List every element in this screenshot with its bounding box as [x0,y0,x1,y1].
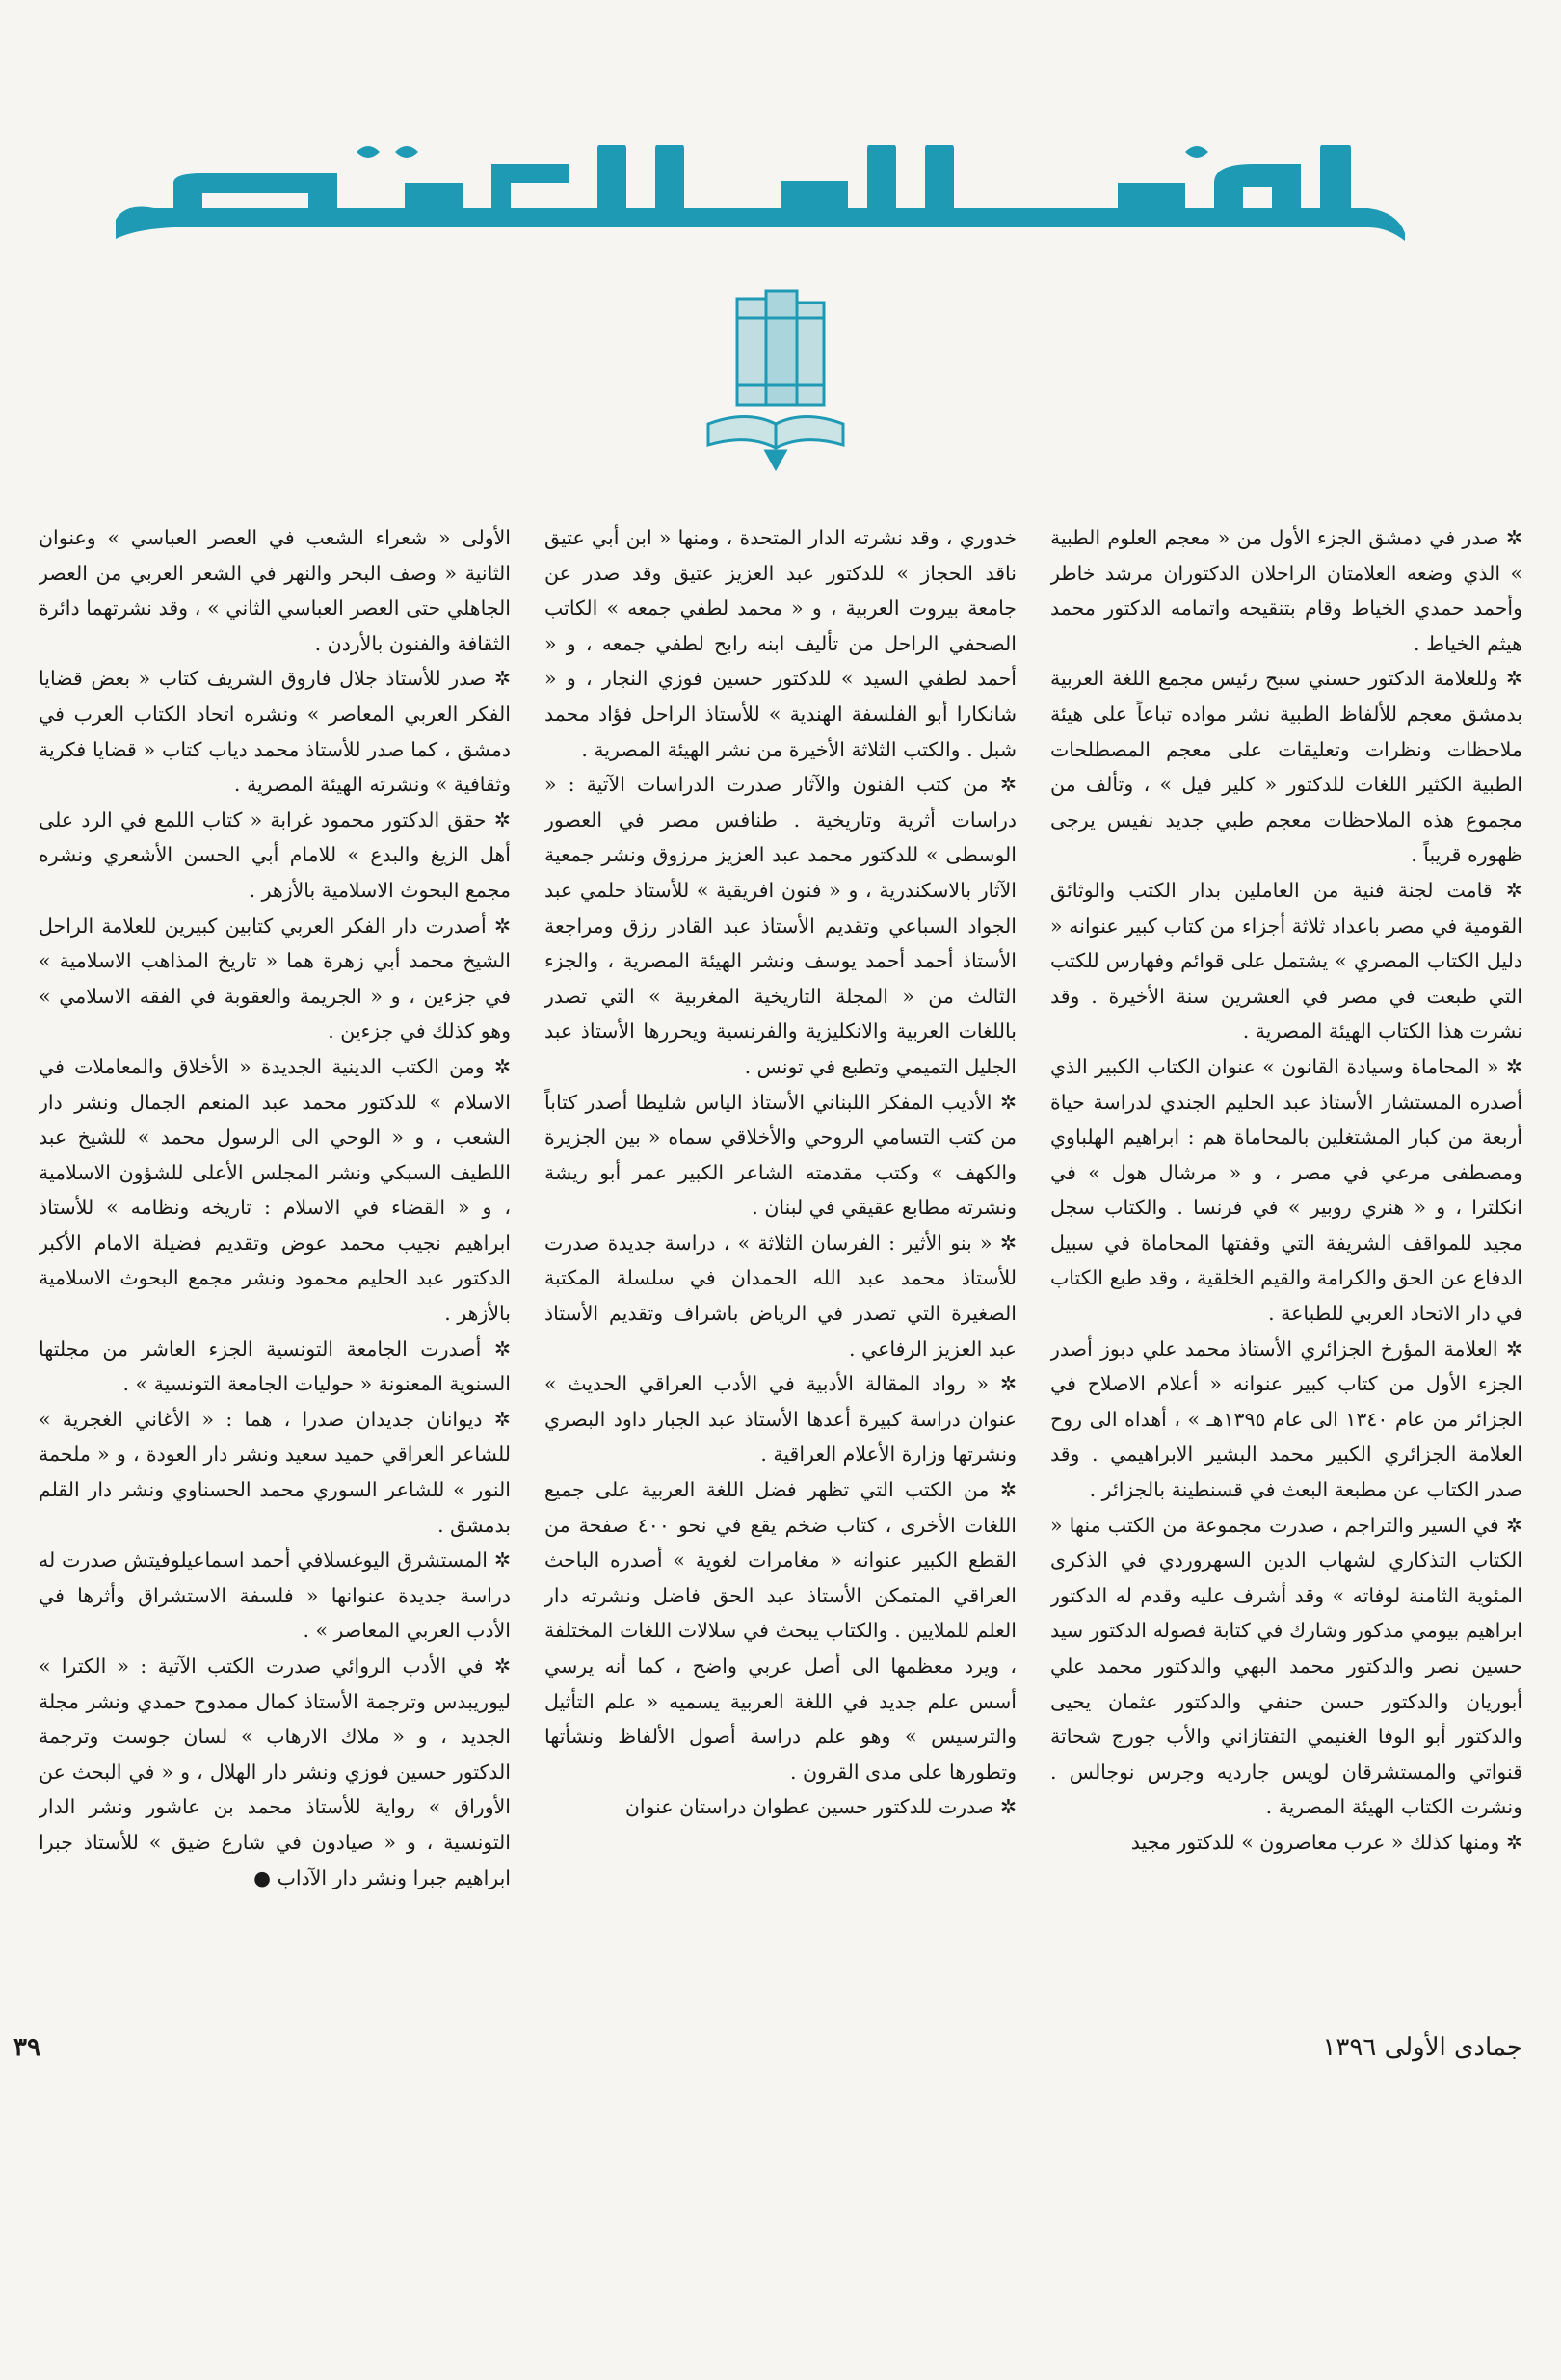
column-middle [544,520,1017,1889]
news-item: ✲ وللعلامة الدكتور حسني سبح رئيس مجمع اللغة العربية بدمشق معجم للألفاظ الطبية نشر مواده تباعاً على هيئة ملاحظات ونظرات وتعليقات على معجم المصطلحات الطبية الكثير اللغات للدكتور « كلير فيل » ، وتألف من مجموع هذه الملاحظات معجم طبي جديد نفيس يرجى ظهوره قريباً . [1050,667,1522,867]
news-item: خدوري ، وقد نشرته الدار المتحدة ، ومنها « ابن أبي عتيق ناقد الحجاز » للدكتور عبد العزيز عتيق وقد صدر عن جامعة بيروت العربية ، و « محمد لطفي جمعه » الكاتب الصحفي الراحل من تأليف ابنه رابح لطفي جمعه ، و « أحمد لطفي السيد » للدكتور حسين فوزي النجار ، و « شانكارا أبو الفلسفة الهندية » للأستاذ الراحل فؤاد محمد شبل . والكتب الثلاثة الأخيرة من نشر الهيئة المصرية . [544,526,1017,761]
news-item: ✲ الأديب المفكر اللبناني الأستاذ الياس شليطا أصدر كتاباً من كتب التسامي الروحي والأخلاقي سماه « بين الجزيرة والكهف » وكتب مقدمته الشاعر الكبير عمر أبو ريشة ونشرته مطابع عقيقي في لبنان . [544,1090,1017,1220]
news-item: ✲ ديوانان جديدان صدرا ، هما : « الأغاني الغجرية » للشاعر العراقي حميد سعيد ونشر دار العودة ، و « ملحمة النور » للشاعر السوري محمد الحسناوي ونشر دار القلم بدمشق . [39,1407,511,1537]
masthead-calligraphy [116,145,1407,241]
news-item: ✲ في السير والتراجم ، صدرت مجموعة من الكتب منها « الكتاب التذكاري لشهاب الدين السهروردي في الذكرى المئوية الثامنة لوفاته » وقد أشرف عليه وقدم له الدكتور ابراهيم بيومي مدكور وشارك في كتابة فصوله الدكتور سيد حسين نصر والدكتور محمد البهي والدكتور محمد علي أبوريان والدكتور حسن حنفي والدكتور عثمان يحيى والدكتور أبو الوفا الغنيمي التفتازاني والأب جورج شحاتة قنواتي والمستشرقان لويس جارديه وجرس نوجالس . ونشرت الكتاب الهيئة المصرية . [1050,1513,1522,1819]
news-item: ✲ المستشرق اليوغسلافي أحمد اسماعيلوفيتش صدرت له دراسة جديدة عنوانها « فلسفة الاستشراق وأثرها في الأدب العربي المعاصر » . [39,1548,511,1643]
news-item: ✲ « المحاماة وسيادة القانون » عنوان الكتاب الكبير الذي أصدره المستشار الأستاذ عبد الحليم الجندي لدراسة حياة أربعة من كبار المشتغلين بالمحاماة هم : ابراهيم الهلباوي ومصطفى مرعي في مصر ، و « مرشال هول » في انكلترا ، و « هنري روبير » في فرنسا . والكتاب سجل مجيد للمواقف الشريفة التي وقفتها المحاماة في سبيل الدفاع عن الحق والكرامة والقيم الخلقية ، وقد طبع الكتاب في دار الاتحاد العربي للطباعة . [1050,1054,1522,1326]
news-item: ✲ أصدرت الجامعة التونسية الجزء العاشر من مجلتها السنوية المعنونة « حوليات الجامعة التونسية » . [39,1336,511,1396]
news-item: ✲ « رواد المقالة الأدبية في الأدب العراقي الحديث » عنوان دراسة كبيرة أعدها الأستاذ عبد الجبار داود البصري ونشرتها وزارة الأعلام العراقية . [544,1372,1017,1467]
news-item: ✲ ومن الكتب الدينية الجديدة « الأخلاق والمعاملات في الاسلام » للدكتور محمد عبد المنعم الجمال ونشر دار الشعب ، و « الوحي الى الرسول محمد » للشيخ عبد اللطيف السبكي ونشر المجلس الأعلى للشؤون الاسلامية ، و « القضاء في الاسلام : تاريخه ونظامه » للأستاذ ابراهيم نجيب محمد عوض وتقديم فضيلة الامام الأكبر الدكتور عبد الحليم محمود ونشر مجمع البحوث الاسلامية بالأزهر . [39,1054,511,1326]
news-item: ✲ صدر للأستاذ جلال فاروق الشريف كتاب « بعض قضايا الفكر العربي المعاصر » ونشره اتحاد الكتاب العرب في دمشق ، كما صدر للأستاذ محمد دياب كتاب « قضايا فكرية وثقافية » ونشرته الهيئة المصرية . [39,667,511,797]
news-item: ✲ ومنها كذلك « عرب معاصرون » للدكتور مجيد [1130,1830,1522,1854]
article-columns [39,520,1522,2380]
page-number: ٣٩ [13,2033,40,2062]
masthead-title [116,145,1407,241]
news-item: ✲ صدر في دمشق الجزء الأول من « معجم العلوم الطبية » الذي وضعه العلامتان الراحلان الدكتوران مرشد خاطر وأحمد حمدي الخياط وقام بتنقيحه واتمامه الدكتور محمد هيثم الخياط . [1050,526,1522,655]
news-item: ✲ صدرت للدكتور حسين عطوان دراستان عنوان [624,1795,1017,1819]
news-item: ✲ أصدرت دار الفكر العربي كتابين كبيرين للعلامة الراحل الشيخ محمد أبي زهرة هما « تاريخ المذاهب الاسلامية » في جزءين ، و « الجريمة والعقوبة في الفقه الاسلامي » وهو كذلك في جزءين . [39,913,511,1044]
issue-date: جمادى الأولى ١٣٩٦ [1322,2033,1522,2062]
news-item: ✲ العلامة المؤرخ الجزائري الأستاذ محمد علي دبوز أصدر الجزء الأول من كتاب كبير عنوانه « أعلام الاصلاح في الجزائر من عام ١٣٤٠ الى عام ١٣٩٥هـ » ، أهداه الى روح العلامة الجزائري الكبير محمد البشير الابراهيمي . وقد صدر الكتاب عن مطبعة البعث في قسنطينة بالجزائر . [1050,1336,1522,1502]
column-right [1050,520,1522,1889]
news-item: ✲ في الأدب الروائي صدرت الكتب الآتية : « الكترا » ليوريبدس وترجمة الأستاذ كمال ممدوح حمدي ونشر مجلة الجديد ، و « ملاك الارهاب » لسان جوست وترجمة الدكتور حسين فوزي ونشر دار الهلال ، و « في البحث عن الأوراق » رواية للأستاذ محمد بن عاشور ونشر الدار التونسية ، و « صيادون في شارع ضيق » للأستاذ جبرا ابراهيم جبرا ونشر دار الآداب ● [39,1654,511,1889]
page-footer [0,2033,1561,2072]
news-item: ✲ حقق الدكتور محمود غرابة « كتاب اللمع في الرد على أهل الزيغ والبدع » للامام أبي الحسن الأشعري ونشره مجمع البحوث الاسلامية بالأزهر . [39,807,511,902]
news-item: ✲ من الكتب التي تظهر فضل اللغة العربية على جميع اللغات الأخرى ، كتاب ضخم يقع في نحو ٤٠٠ صفحة من القطع الكبير عنوانه « مغامرات لغوية » أصدره الباحث العراقي المتمكن الأستاذ عبد الحق فاضل ونشرته دار العلم للملايين . والكتاب يبحث في سلالات اللغات المختلفة ، ويرد معظمها الى أصل عربي واضح ، كما أنه يرسي أسس علم جديد في اللغة العربية يسميه « علم التأثيل والترسيس » وهو علم دراسة أصول الألفاظ ونشأتها وتطورها على مدى القرون . [544,1478,1017,1784]
news-item: ✲ من كتب الفنون والآثار صدرت الدراسات الآتية : « دراسات أثرية وتاريخية . طنافس مصر في العصور الوسطى » للدكتور محمد عبد العزيز مرزوق ونشر جمعية الآثار بالاسكندرية ، و « فنون افريقية » للأستاذ حلمي عبد الجواد السباعي وتقديم الأستاذ عبد القادر رزق ومراجعة الأستاذ أحمد أحمد يوسف ونشر الهيئة المصرية ، والجزء الثالث من « المجلة التاريخية المغربية » التي تصدر باللغات العربية والانكليزية والفرنسية ويحررها الأستاذ عبد الجليل التميمي وتطبع في تونس . [544,773,1017,1078]
news-item: الأولى « شعراء الشعب في العصر العباسي » وعنوان الثانية « وصف البحر والنهر في الشعر العربي من العصر الجاهلي حتى العصر العباسي الثاني » ، وقد نشرتهما دائرة الثقافة والفنون بالأردن . [39,526,511,655]
news-item: ✲ « بنو الأثير : الفرسان الثلاثة » ، دراسة جديدة صدرت للأستاذ محمد عبد الله الحمدان في سلسلة المكتبة الصغيرة التي تصدر في الرياض باشراف وتقديم الأستاذ عبد العزيز الرفاعي . [544,1230,1017,1361]
news-item: ✲ قامت لجنة فنية من العاملين بدار الكتب والوثائق القومية في مصر باعداد ثلاثة أجزاء من كتاب كبير عنوانه « دليل الكتاب المصري » يشتمل على قوائم وفهارس للكتب التي طبعت في مصر في العشرين سنة الأخيرة . وقد نشرت هذا الكتاب الهيئة المصرية . [1050,878,1522,1044]
books-emblem-icon [679,279,872,472]
column-left [39,520,511,1889]
